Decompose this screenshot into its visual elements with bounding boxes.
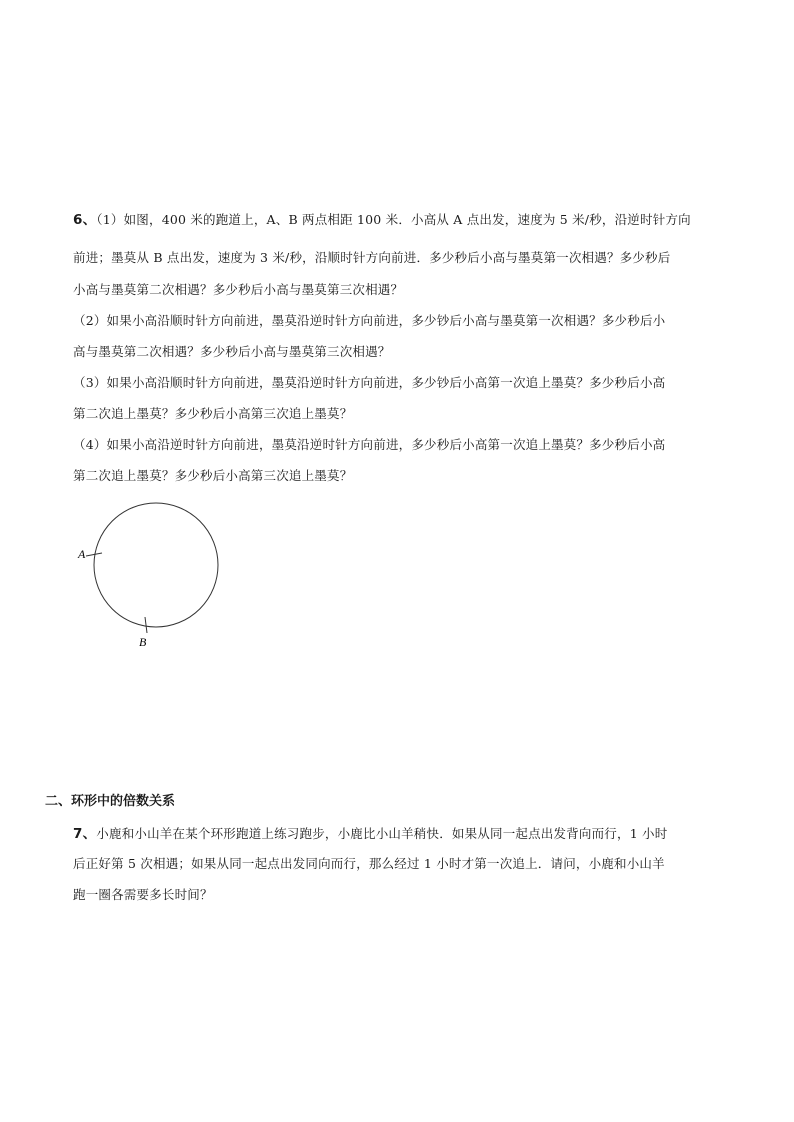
q6-line-5: 高与墨莫第二次相遇？多少秒后小高与墨莫第三次相遇？ — [73, 344, 391, 359]
q6-line-1 — [73, 212, 691, 228]
point-a-label: A — [78, 547, 86, 561]
track-figure — [70, 495, 230, 655]
section-2-heading: 二、环形中的倍数关系 — [45, 794, 176, 809]
q6-text-1: （1）如图，400 米的跑道上，A、B 两点相距 100 米．小高从 A 点出发，速度为 5 米/秒，沿逆时针方向 — [96, 212, 691, 227]
track-circle — [94, 503, 218, 627]
point-b-label: B — [139, 635, 147, 649]
q7-line-1 — [73, 826, 667, 842]
q7-number: 7、 — [73, 826, 97, 842]
q6-line-9: 第二次追上墨莫？多少秒后小高第三次追上墨莫？ — [73, 468, 353, 483]
q7-line-2: 后正好第 5 次相遇；如果从同一起点出发同向而行，那么经过 1 小时才第一次追上．请问，小鹿和小山羊 — [73, 856, 665, 871]
q7-text-1: 小鹿和小山羊在某个环形跑道上练习跑步，小鹿比小山羊稍快．如果从同一起点出发背向而行，1 小时 — [96, 826, 668, 841]
point-a-tick — [86, 553, 102, 556]
q6-line-8: （4）如果小高沿逆时针方向前进，墨莫沿逆时针方向前进，多少秒后小高第一次追上墨莫？多少秒后小高 — [73, 437, 666, 452]
q6-line-3: 小高与墨莫第二次相遇？多少秒后小高与墨莫第三次相遇？ — [73, 282, 404, 297]
point-b-tick — [145, 617, 147, 633]
q6-line-4: （2）如果小高沿顺时针方向前进，墨莫沿逆时针方向前进，多少钞后小高与墨莫第一次相遇？多少秒后小 — [73, 313, 666, 328]
q7-line-3: 跑一圈各需要多长时间？ — [73, 887, 213, 902]
q6-line-6: （3）如果小高沿顺时针方向前进，墨莫沿逆时针方向前进，多少钞后小高第一次追上墨莫？多少秒后小高 — [73, 375, 666, 390]
q6-line-7: 第二次追上墨莫？多少秒后小高第三次追上墨莫？ — [73, 406, 353, 421]
q6-number: 6、 — [73, 212, 97, 228]
q6-line-2: 前进；墨莫从 B 点出发，速度为 3 米/秒，沿顺时针方向前进．多少秒后小高与墨莫第一次相遇？多少秒后 — [73, 250, 671, 265]
